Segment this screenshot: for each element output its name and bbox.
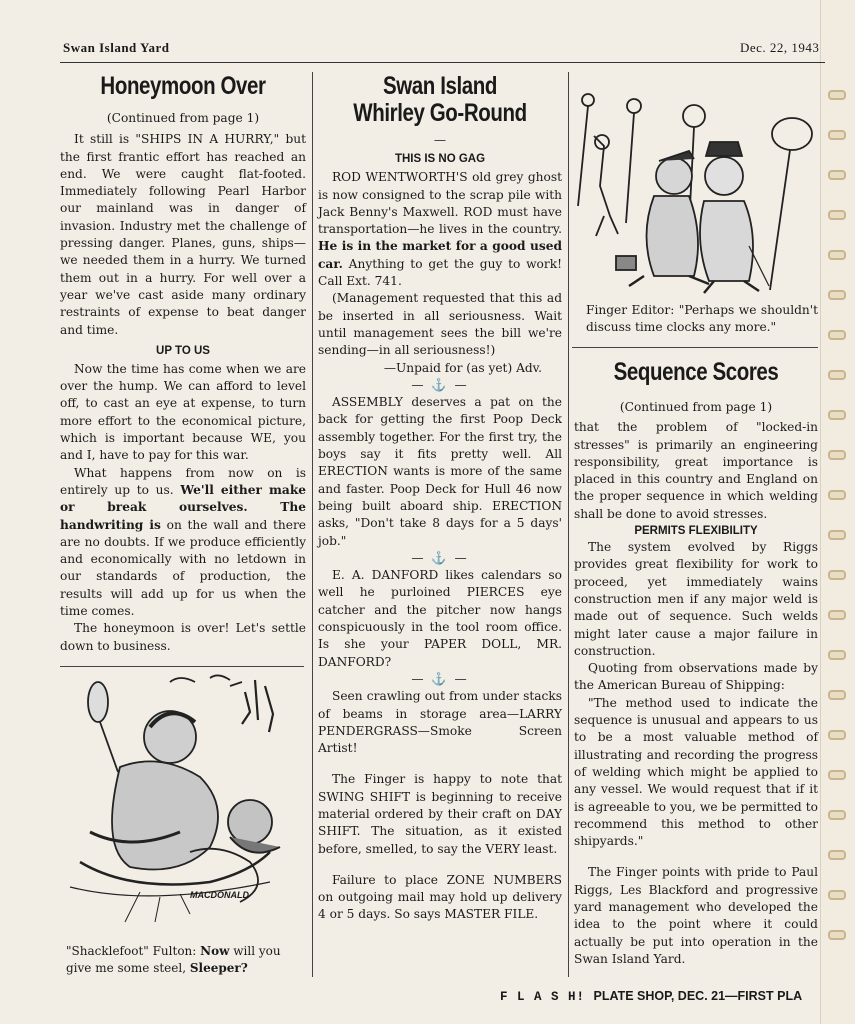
time-clock-cartoon — [574, 76, 818, 298]
headline-swan-island: Swan Island — [383, 72, 497, 100]
headline-sequence-scores: Sequence Scores — [613, 358, 779, 386]
caption-text: "Shacklefoot" Fulton: — [66, 944, 197, 958]
masthead-left: Swan Island Yard — [63, 40, 170, 55]
paragraph: The Finger is happy to note that SWING SHIFT is beginning to receive material ordered by their craft on DAY SHIFT. The situation, as it existed before, smelled, to say the VERY least. — [318, 772, 562, 856]
caption-bold: Sleeper? — [189, 961, 248, 975]
paragraph: The honeymoon is over! Let's settle down to business. — [60, 621, 306, 653]
dash: — — [433, 133, 447, 147]
ad-signature: —Unpaid for (as yet) Adv. — [383, 360, 542, 375]
paragraph: It still is "SHIPS IN A HURRY," but the first frantic effort has reached an end. We were caught flat-footed. Immediately following Pearl Harbor our mainland was in danger of invasion. Industry met the challenge of pressing danger. Planes, guns, ships—we needed them in a hurry. We turned them out in a hurry. For well over a year we've cast aside many ordinary restraints of expense to beat danger and time. — [60, 132, 306, 337]
caveman-caption — [66, 943, 306, 977]
separator: — ⚓ — — [411, 671, 469, 686]
headline-whirley: Whirley Go-Round — [353, 99, 527, 127]
paragraph: Seen crawling out from under stacks of beams in storage area—LARRY PENDERGRASS—Smoke Screen Artist! — [318, 689, 562, 756]
continued-note: (Continued from page 1) — [619, 400, 773, 414]
finger-editor-caption-block — [586, 302, 818, 337]
cartoon-signature: MACDONALD — [190, 890, 249, 900]
bold-run: He is in the market for a good used car. — [318, 239, 562, 271]
subhead-up-to-us: UP TO US — [156, 344, 210, 357]
binder-rings — [824, 70, 850, 990]
paragraph: The Finger points with pride to Paul Riggs, Les Blackford and progressive yard management who developed the idea to the point where it could actually be put into operation in the Swan Island Yard. — [574, 865, 818, 966]
separator: — ⚓ — — [411, 377, 469, 392]
column-rule-2 — [568, 72, 569, 977]
paragraph — [60, 465, 306, 621]
text-run: What happens from now on is entirely up to us. — [60, 465, 306, 497]
column-rule-1 — [312, 72, 313, 977]
subhead-permits-flexibility: PERMITS FLEXIBILITY — [634, 525, 758, 538]
separator: — ⚓ — — [411, 550, 469, 565]
paragraph: Now the time has come when we are over the hump. We can afford to level off, to cast an eye at expense, to turn more effort to the economical picture, which is important because WE, you and I, have to pay for this war. — [60, 361, 306, 463]
continued-note: (Continued from page 1) — [106, 111, 260, 125]
flash-banner — [500, 989, 802, 1004]
paragraph: Quoting from observations made by the American Bureau of Shipping: — [574, 661, 818, 693]
caption-text: will you give me some steel, — [66, 944, 281, 975]
cartoon-rule — [60, 666, 304, 667]
subhead-no-gag: THIS IS NO GAG — [394, 153, 486, 166]
paragraph: Failure to place ZONE NUMBERS on outgoing mail may hold up delivery 4 or 5 days. So says MASTER FILE. — [318, 872, 562, 922]
caption-bold: Now — [200, 944, 230, 958]
text-run: on the wall and there are no doubts. If we produce efficiently and economically with no letdown in our standards of production, the results will add up for us when the time comes. — [60, 517, 307, 619]
header-rule — [60, 62, 825, 63]
headline-honeymoon-over: Honeymoon Over — [100, 72, 266, 100]
text-run: Anything to get the guy to work! Call Ext. 741. — [318, 256, 562, 289]
column-whirley-go-round — [318, 72, 562, 924]
masthead-date: Dec. 22, 1943 — [740, 40, 820, 55]
section-rule — [572, 347, 818, 348]
paragraph: that the problem of "locked-in stresses" is primarily an engineering responsibility, great importance is placed in this country and England on the proper sequence in which welding shall be done to avoid stresses. — [574, 420, 818, 521]
paragraph: (Management requested that this ad be inserted in all seriousness. Wait until management sees the bill we're sending—in all seriousness!) — [318, 291, 562, 358]
bold-run: We'll either make or break ourselves. The handwriting is — [60, 482, 307, 532]
column-sequence-scores — [574, 358, 818, 968]
flash-label: F L A S H! — [500, 990, 586, 1004]
caveman-cartoon — [60, 672, 304, 930]
paragraph: E. A. DANFORD likes calendars so well he purloined PIERCES eye catcher and the pitcher now hangs conspicuously in the tool room office. Is she your PAPER DOLL, MR. DANFORD? — [318, 568, 562, 669]
paragraph: ASSEMBLY deserves a pat on the back for getting the first Poop Deck assembly together. For the first try, the boys say it fits pretty well. All ERECTION wants is more of the same and faster. Poop Deck for Hull 46 now being built aboard ship. ERECTION asks, "Don't take 8 days for a 5 days' job." — [318, 395, 562, 548]
column-honeymoon — [60, 70, 306, 655]
paragraph: The system evolved by Riggs provides great flexibility for work to proceed, yet immediately wains construction men if any major weld is made out of sequence. Such welds might later cause a major failure in construction. — [574, 540, 818, 658]
text-run: ROD WENTWORTH'S old grey ghost is now consigned to the scrap pile with Jack Benny's Maxwell. ROD must have transportation—he lives in the country. — [318, 170, 562, 237]
finger-editor-caption: Finger Editor: "Perhaps we shouldn't discuss time clocks any more." — [586, 303, 818, 335]
paragraph — [318, 169, 562, 290]
flash-text: PLATE SHOP, DEC. 21—FIRST PLA — [593, 989, 803, 1003]
paragraph: "The method used to indicate the sequence is unusual and appears to us to be a most valuable method of illustrating and recording the progress of welding which might be applied to any vessel. We would request that if it is agreeable to you, we be permitted to recommend this method to other shipyards." — [574, 695, 818, 849]
